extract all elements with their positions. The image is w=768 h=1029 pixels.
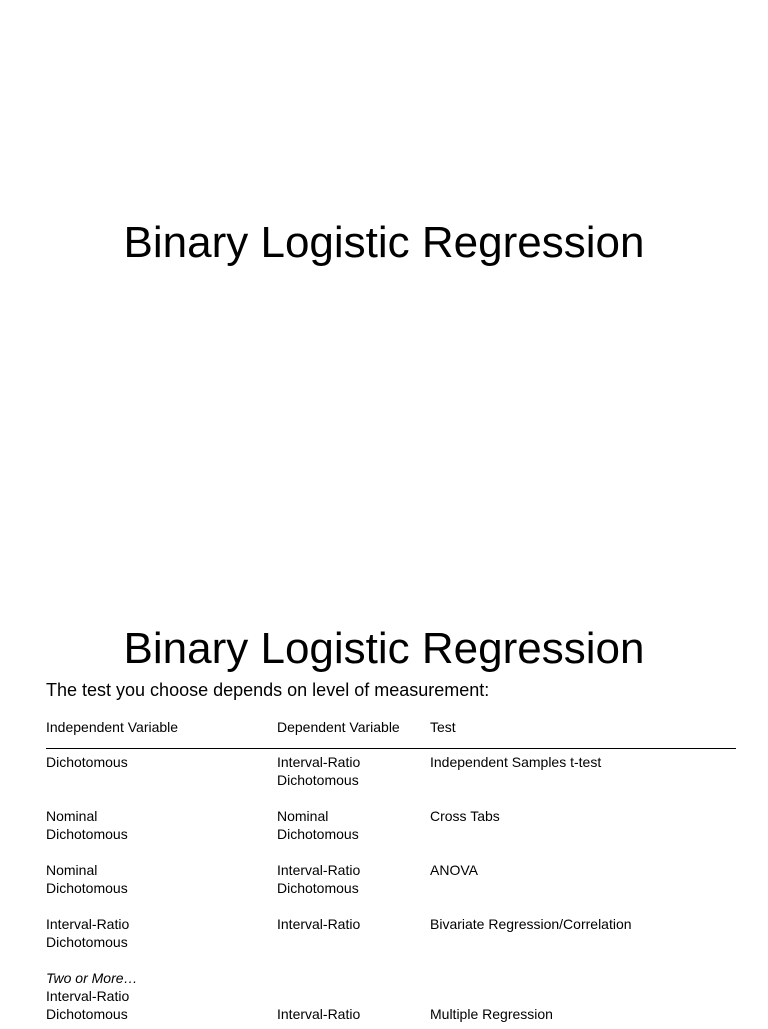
row-independent-variable: [46, 861, 271, 897]
row-independent-variable: [46, 969, 271, 1023]
cell-line: Independent Samples t-test: [430, 754, 602, 770]
cell-line: Interval-Ratio: [277, 1006, 361, 1022]
row-independent-variable: [46, 753, 271, 771]
cell-line: Nominal: [277, 808, 329, 824]
row-test: [430, 807, 730, 825]
cell-line: Dichotomous: [46, 826, 128, 842]
header-test: Test: [430, 719, 456, 735]
cell-line-lead: Two or More…: [46, 970, 138, 986]
slide-title-first: Binary Logistic Regression: [123, 218, 645, 267]
row-dependent-variable: [277, 915, 427, 933]
cell-line: Interval-Ratio: [277, 916, 361, 932]
slide-subtitle: The test you choose depends on level of measurement:: [46, 680, 490, 700]
table-row: [46, 969, 736, 1029]
header-independent-variable: Independent Variable: [46, 719, 179, 735]
cell-line: ANOVA: [430, 862, 478, 878]
table-row: [46, 915, 736, 969]
cell-line: Dichotomous: [277, 772, 359, 788]
cell-line: Dichotomous: [46, 754, 128, 770]
table-row: [46, 753, 736, 807]
cell-line: Dichotomous: [277, 826, 359, 842]
cell-line: Interval-Ratio: [277, 862, 361, 878]
cell-line: Interval-Ratio: [277, 754, 361, 770]
cell-line: Multiple Regression: [430, 1006, 553, 1022]
cell-line: Cross Tabs: [430, 808, 500, 824]
row-dependent-variable: [277, 807, 427, 843]
row-test: [430, 915, 730, 933]
slide-title-second: Binary Logistic Regression: [123, 624, 645, 673]
cell-line: Interval-Ratio: [46, 916, 130, 932]
cell-line: Dichotomous: [46, 934, 128, 950]
cell-line: Nominal: [46, 862, 98, 878]
cell-line: Dichotomous: [46, 880, 128, 896]
cell-line: Dichotomous: [277, 880, 359, 896]
cell-line: Nominal: [46, 808, 98, 824]
header-dependent-variable: Dependent Variable: [277, 719, 400, 735]
row-independent-variable: [46, 915, 271, 951]
row-test: [430, 753, 730, 771]
row-test: [430, 861, 730, 879]
cell-line: Interval-Ratio: [46, 988, 130, 1004]
table-header-row: [46, 717, 736, 749]
row-independent-variable: [46, 807, 271, 843]
cell-line: Bivariate Regression/Correlation: [430, 916, 632, 932]
row-dependent-variable: [277, 753, 427, 789]
table-row: [46, 861, 736, 915]
table-row: [46, 807, 736, 861]
row-dependent-variable: [277, 861, 427, 897]
cell-line: Dichotomous: [46, 1006, 128, 1022]
test-selection-table: [46, 717, 736, 1029]
row-dependent-variable: [277, 1005, 427, 1023]
row-test: [430, 1005, 730, 1023]
